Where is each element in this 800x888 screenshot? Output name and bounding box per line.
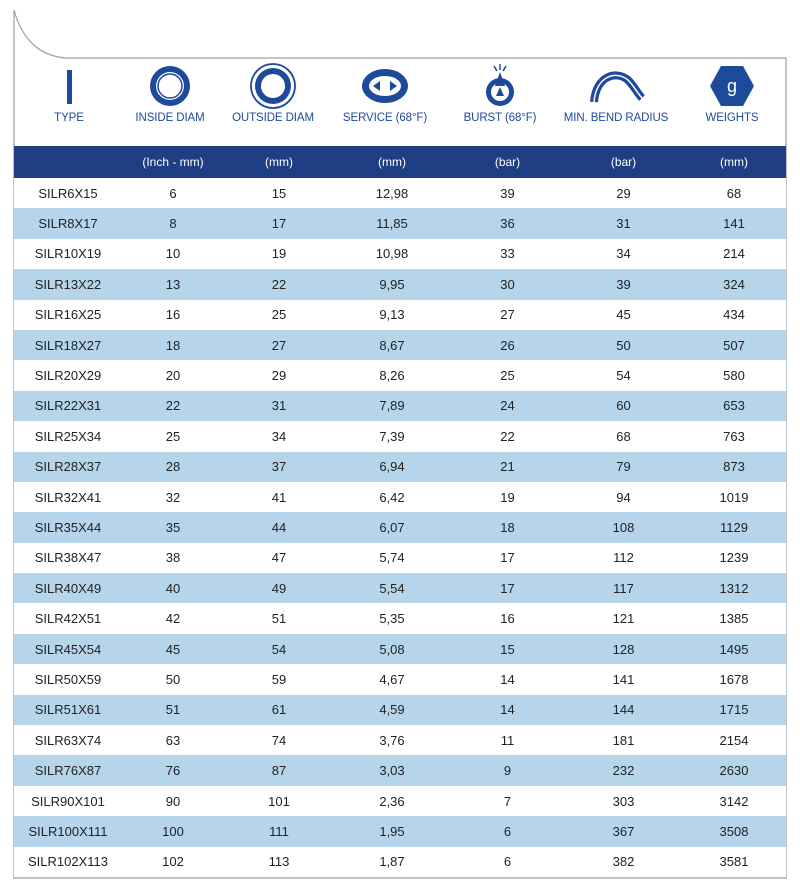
weight-cell: 1678 (682, 664, 786, 694)
outside-diameter-icon (249, 62, 297, 110)
weight-cell: 1019 (682, 482, 786, 512)
inside-diam-cell: 90 (122, 786, 224, 816)
inside-diam-cell: 16 (122, 300, 224, 330)
burst-cell: 11 (450, 725, 565, 755)
weight-cell: 324 (682, 269, 786, 299)
inside-diam-cell: 63 (122, 725, 224, 755)
outside-diam-header (218, 62, 328, 146)
spec-table-wrap (14, 146, 786, 877)
inside-diam-cell: 28 (122, 452, 224, 482)
service-cell: 3,76 (334, 725, 450, 755)
inside-diam-cell: 35 (122, 512, 224, 542)
burst-cell: 27 (450, 300, 565, 330)
burst-cell: 6 (450, 847, 565, 877)
table-row (14, 786, 786, 816)
outside-diam-cell: 34 (224, 421, 334, 451)
table-row (14, 239, 786, 269)
bend-radius-cell: 141 (565, 664, 682, 694)
outside-diam-cell: 113 (224, 847, 334, 877)
weight-cell: 507 (682, 330, 786, 360)
inside-diam-header (115, 62, 225, 146)
table-row (14, 573, 786, 603)
service-cell: 5,74 (334, 543, 450, 573)
burst-header (445, 62, 555, 146)
type-cell: SILR76X87 (14, 755, 122, 785)
burst-cell: 24 (450, 391, 565, 421)
inside-diam-cell: 25 (122, 421, 224, 451)
burst-cell: 6 (450, 816, 565, 846)
weight-cell: 1495 (682, 634, 786, 664)
inside-diam-cell: 102 (122, 847, 224, 877)
inside-diam-cell: 10 (122, 239, 224, 269)
type-cell: SILR6X15 (14, 178, 122, 208)
type-cell: SILR32X41 (14, 482, 122, 512)
table-row (14, 603, 786, 633)
unit-header-type (14, 146, 122, 178)
weight-cell: 1385 (682, 603, 786, 633)
table-row (14, 452, 786, 482)
inside-diam-cell: 42 (122, 603, 224, 633)
outside-diam-cell: 37 (224, 452, 334, 482)
table-row (14, 664, 786, 694)
table-row (14, 178, 786, 208)
bend-radius-cell: 45 (565, 300, 682, 330)
inside-diam-cell: 40 (122, 573, 224, 603)
burst-cell: 14 (450, 664, 565, 694)
inside-diam-cell: 20 (122, 360, 224, 390)
outside-diam-cell: 74 (224, 725, 334, 755)
burst-cell: 17 (450, 543, 565, 573)
bend-radius-cell: 29 (565, 178, 682, 208)
bend-radius-cell: 121 (565, 603, 682, 633)
weight-cell: 1715 (682, 695, 786, 725)
type-cell: SILR20X29 (14, 360, 122, 390)
unit-header-row (14, 146, 786, 178)
service-cell: 6,94 (334, 452, 450, 482)
outside-diam-cell: 87 (224, 755, 334, 785)
outside-diam-cell: 101 (224, 786, 334, 816)
table-row (14, 421, 786, 451)
weight-cell: 2154 (682, 725, 786, 755)
type-cell: SILR38X47 (14, 543, 122, 573)
burst-cell: 33 (450, 239, 565, 269)
table-row (14, 208, 786, 238)
unit-header-bend: (bar) (565, 146, 682, 178)
bend-radius-cell: 112 (565, 543, 682, 573)
outside-diam-cell: 25 (224, 300, 334, 330)
bend-radius-cell: 79 (565, 452, 682, 482)
burst-cell: 30 (450, 269, 565, 299)
burst-cell: 25 (450, 360, 565, 390)
weight-cell: 653 (682, 391, 786, 421)
table-row (14, 543, 786, 573)
inside-diam-cell: 100 (122, 816, 224, 846)
service-cell: 8,67 (334, 330, 450, 360)
service-cell: 9,13 (334, 300, 450, 330)
weight-cell: 214 (682, 239, 786, 269)
outside-diam-label: OUTSIDE DIAM (232, 112, 314, 124)
type-cell: SILR35X44 (14, 512, 122, 542)
bend-radius-cell: 108 (565, 512, 682, 542)
type-cell: SILR40X49 (14, 573, 122, 603)
type-cell: SILR102X113 (14, 847, 122, 877)
inside-diam-cell: 50 (122, 664, 224, 694)
bend-radius-cell: 117 (565, 573, 682, 603)
outside-diam-cell: 47 (224, 543, 334, 573)
type-cell: SILR100X111 (14, 816, 122, 846)
table-row (14, 816, 786, 846)
bend-radius-cell: 50 (565, 330, 682, 360)
table-row (14, 269, 786, 299)
unit-header-outside: (mm) (224, 146, 334, 178)
weights-label: WEIGHTS (705, 112, 759, 124)
outside-diam-cell: 29 (224, 360, 334, 390)
bend-radius-cell: 232 (565, 755, 682, 785)
type-header (14, 62, 124, 146)
inside-diam-label: INSIDE DIAM (135, 112, 205, 124)
table-row (14, 755, 786, 785)
unit-header-burst: (bar) (450, 146, 565, 178)
weight-cell: 3142 (682, 786, 786, 816)
weight-glyph: g (726, 76, 738, 96)
inside-diam-cell: 8 (122, 208, 224, 238)
table-row (14, 695, 786, 725)
bend-radius-cell: 181 (565, 725, 682, 755)
service-label: SERVICE (68°F) (342, 112, 428, 124)
burst-cell: 26 (450, 330, 565, 360)
type-cell: SILR10X19 (14, 239, 122, 269)
table-row (14, 482, 786, 512)
outside-diam-cell: 54 (224, 634, 334, 664)
weight-cell: 68 (682, 178, 786, 208)
bend-radius-cell: 382 (565, 847, 682, 877)
type-label: TYPE (54, 112, 84, 124)
outside-diam-cell: 49 (224, 573, 334, 603)
type-cell: SILR45X54 (14, 634, 122, 664)
inside-diam-cell: 22 (122, 391, 224, 421)
table-row (14, 725, 786, 755)
weight-cell: 3508 (682, 816, 786, 846)
service-cell: 5,54 (334, 573, 450, 603)
type-cell: SILR28X37 (14, 452, 122, 482)
inside-diameter-icon (146, 62, 194, 110)
outside-diam-cell: 61 (224, 695, 334, 725)
type-cell: SILR63X74 (14, 725, 122, 755)
service-cell: 7,39 (334, 421, 450, 451)
weight-cell: 434 (682, 300, 786, 330)
icon-header-row (14, 62, 786, 146)
service-cell: 5,08 (334, 634, 450, 664)
service-cell: 4,59 (334, 695, 450, 725)
type-cell: SILR8X17 (14, 208, 122, 238)
spec-table (14, 146, 786, 877)
bar-icon (59, 66, 79, 106)
type-cell: SILR51X61 (14, 695, 122, 725)
service-cell: 9,95 (334, 269, 450, 299)
outside-diam-cell: 51 (224, 603, 334, 633)
type-cell: SILR18X27 (14, 330, 122, 360)
service-cell: 11,85 (334, 208, 450, 238)
table-row (14, 300, 786, 330)
bend-radius-cell: 128 (565, 634, 682, 664)
outside-diam-cell: 111 (224, 816, 334, 846)
bend-radius-label: MIN. BEND RADIUS (563, 112, 669, 124)
weight-icon (707, 63, 757, 109)
outside-diam-cell: 15 (224, 178, 334, 208)
type-cell: SILR22X31 (14, 391, 122, 421)
outside-diam-cell: 44 (224, 512, 334, 542)
table-row (14, 391, 786, 421)
service-cell: 7,89 (334, 391, 450, 421)
bend-radius-cell: 31 (565, 208, 682, 238)
service-cell: 2,36 (334, 786, 450, 816)
weight-cell: 2630 (682, 755, 786, 785)
inside-diam-cell: 6 (122, 178, 224, 208)
bend-radius-cell: 303 (565, 786, 682, 816)
burst-cell: 19 (450, 482, 565, 512)
service-cell: 6,42 (334, 482, 450, 512)
table-row (14, 330, 786, 360)
outside-diam-cell: 41 (224, 482, 334, 512)
service-header (330, 62, 440, 146)
unit-header-inside: (Inch - mm) (122, 146, 224, 178)
burst-cell: 15 (450, 634, 565, 664)
bend-radius-cell: 94 (565, 482, 682, 512)
inside-diam-cell: 51 (122, 695, 224, 725)
burst-cell: 7 (450, 786, 565, 816)
weight-cell: 141 (682, 208, 786, 238)
bend-radius-cell: 60 (565, 391, 682, 421)
weight-cell: 873 (682, 452, 786, 482)
weight-cell: 580 (682, 360, 786, 390)
bend-radius-cell: 367 (565, 816, 682, 846)
table-row (14, 847, 786, 877)
service-pressure-icon (360, 66, 410, 106)
burst-cell: 18 (450, 512, 565, 542)
service-cell: 1,87 (334, 847, 450, 877)
table-row (14, 634, 786, 664)
burst-cell: 36 (450, 208, 565, 238)
inside-diam-cell: 38 (122, 543, 224, 573)
outside-diam-cell: 22 (224, 269, 334, 299)
bend-radius-cell: 34 (565, 239, 682, 269)
bend-radius-icon (586, 66, 646, 106)
weight-cell: 1129 (682, 512, 786, 542)
table-row (14, 512, 786, 542)
inside-diam-cell: 18 (122, 330, 224, 360)
bend-radius-header (561, 62, 671, 146)
service-cell: 5,35 (334, 603, 450, 633)
burst-cell: 17 (450, 573, 565, 603)
outside-diam-cell: 27 (224, 330, 334, 360)
unit-header-service: (mm) (334, 146, 450, 178)
burst-pressure-icon (480, 62, 520, 110)
bend-radius-cell: 54 (565, 360, 682, 390)
type-cell: SILR16X25 (14, 300, 122, 330)
inside-diam-cell: 45 (122, 634, 224, 664)
service-cell: 10,98 (334, 239, 450, 269)
weights-header (677, 62, 787, 146)
burst-cell: 16 (450, 603, 565, 633)
type-cell: SILR90X101 (14, 786, 122, 816)
bend-radius-cell: 68 (565, 421, 682, 451)
burst-cell: 14 (450, 695, 565, 725)
service-cell: 1,95 (334, 816, 450, 846)
type-cell: SILR13X22 (14, 269, 122, 299)
table-body (14, 178, 786, 877)
service-cell: 12,98 (334, 178, 450, 208)
table-row (14, 360, 786, 390)
weight-cell: 1239 (682, 543, 786, 573)
outside-diam-cell: 17 (224, 208, 334, 238)
service-cell: 6,07 (334, 512, 450, 542)
burst-cell: 9 (450, 755, 565, 785)
unit-header-weight: (mm) (682, 146, 786, 178)
bend-radius-cell: 144 (565, 695, 682, 725)
service-cell: 8,26 (334, 360, 450, 390)
type-cell: SILR42X51 (14, 603, 122, 633)
service-cell: 3,03 (334, 755, 450, 785)
burst-cell: 39 (450, 178, 565, 208)
weight-cell: 1312 (682, 573, 786, 603)
inside-diam-cell: 32 (122, 482, 224, 512)
outside-diam-cell: 19 (224, 239, 334, 269)
weight-cell: 3581 (682, 847, 786, 877)
burst-cell: 21 (450, 452, 565, 482)
weight-cell: 763 (682, 421, 786, 451)
outside-diam-cell: 59 (224, 664, 334, 694)
inside-diam-cell: 76 (122, 755, 224, 785)
service-cell: 4,67 (334, 664, 450, 694)
burst-cell: 22 (450, 421, 565, 451)
type-cell: SILR50X59 (14, 664, 122, 694)
burst-label: BURST (68°F) (463, 112, 537, 124)
type-cell: SILR25X34 (14, 421, 122, 451)
outside-diam-cell: 31 (224, 391, 334, 421)
bend-radius-cell: 39 (565, 269, 682, 299)
inside-diam-cell: 13 (122, 269, 224, 299)
